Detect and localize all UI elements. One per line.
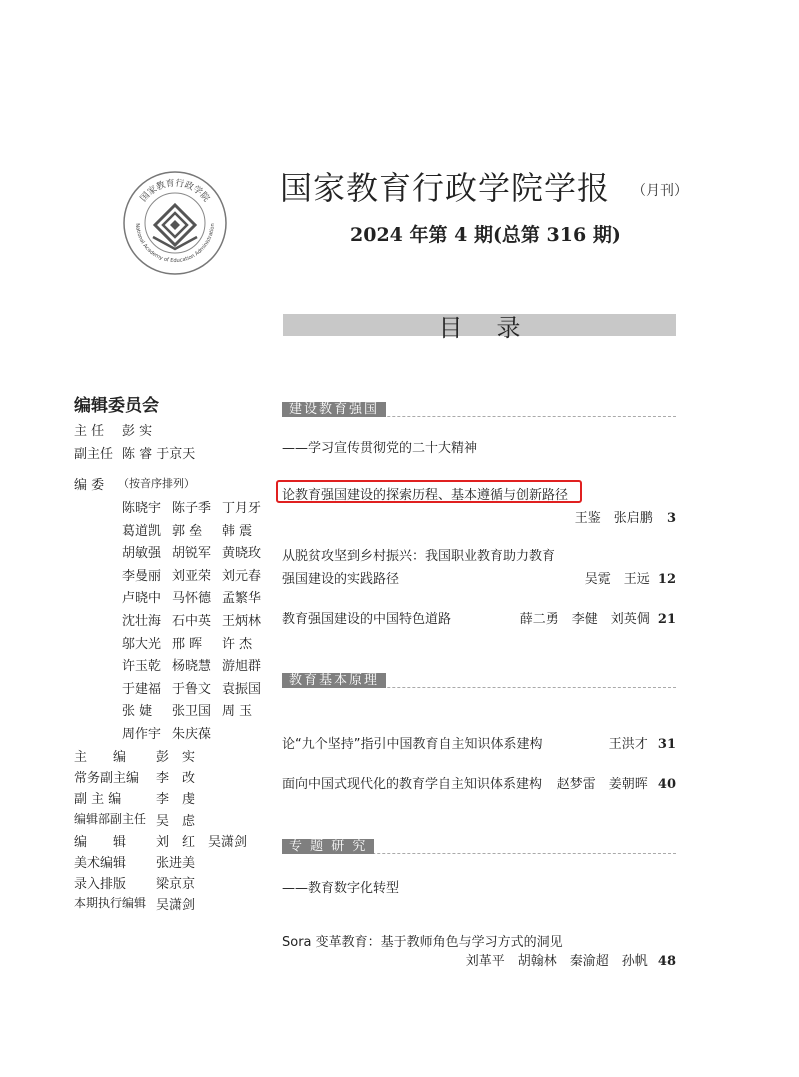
board-member: 张 婕 (122, 704, 153, 720)
board-member: 朱庆葆 (172, 727, 212, 742)
article-4-authors: 王洪才 (608, 737, 648, 752)
board-title: 编辑委员会 (74, 396, 159, 416)
board-member: 胡敏强 (122, 546, 162, 562)
article-2-title-line1[interactable]: 从脱贫攻坚到乡村振兴：我国职业教育助力教育 (282, 549, 556, 564)
board-member: 黄晓玫 (222, 546, 262, 562)
staff-role: 本期执行编辑 (74, 896, 147, 911)
staff-role: 副 主 编 (74, 792, 122, 808)
staff-name: 吴 虑 (156, 813, 196, 829)
board-member: 韩 震 (222, 523, 253, 539)
board-member: 马怀德 (172, 591, 212, 607)
section-2-name: 教育基本原理 (282, 673, 386, 688)
article-6-page: 48 (657, 954, 676, 969)
board-vice-director-row (74, 443, 196, 462)
staff-row (74, 746, 196, 765)
board-member: 王炳林 (222, 614, 262, 629)
board-member: 刘元春 (222, 568, 262, 584)
staff-name: 吴潇剑 (156, 898, 196, 914)
board-member: 葛道凯 (122, 523, 162, 539)
logo-text-en: National Academy of Education Administration (133, 223, 217, 265)
logo-text-cn: 国家教育行政学院 (138, 178, 212, 205)
article-3-authors: 薛二勇 李健 刘英倜 (519, 612, 650, 627)
board-members-note: （按音序排列） (118, 477, 195, 490)
board-member: 卢晓中 (122, 591, 162, 607)
article-5-page: 40 (657, 777, 676, 792)
board-members-label: 编 委 (74, 478, 105, 493)
article-6-authors: 刘革平 胡翰林 秦渝超 孙帆 (465, 954, 648, 969)
section-3-name: 专 题 研 究 (282, 839, 374, 854)
article-2-byline (585, 568, 676, 587)
board-member: 郭 垒 (172, 523, 203, 539)
article-5-byline (557, 773, 676, 792)
board-member: 刘亚荣 (172, 568, 212, 584)
board-member: 孟繁华 (222, 591, 262, 607)
staff-row (74, 894, 196, 914)
section-heading-1 (282, 402, 386, 417)
board-member: 游旭群 (222, 659, 262, 675)
article-1-byline (575, 507, 676, 526)
board-member: 陈晓宇 (122, 501, 162, 516)
board-member: 陈子季 (172, 501, 212, 516)
academy-logo-icon (122, 170, 228, 276)
board-member: 石中英 (172, 614, 212, 629)
board-member: 丁月牙 (222, 501, 262, 516)
board-member: 李曼丽 (122, 568, 162, 584)
staff-name: 刘 红 吴潇剑 (156, 834, 248, 850)
staff-role: 编 辑 (74, 834, 127, 850)
board-member: 许 杰 (222, 636, 253, 652)
article-2-authors: 吴霓 王远 (584, 572, 650, 587)
staff-row (74, 767, 196, 787)
article-1-authors: 王鉴 张启鹏 (574, 511, 653, 526)
staff-row (74, 788, 196, 808)
article-3-page: 21 (657, 612, 676, 627)
board-member: 周 玉 (222, 704, 253, 720)
board-member: 张卫国 (172, 704, 212, 720)
board-member: 沈壮海 (122, 614, 162, 629)
section-1-name: 建设教育强国 (282, 402, 386, 417)
board-members-row (74, 474, 195, 493)
section-heading-2 (282, 673, 386, 688)
article-3-byline (520, 608, 676, 627)
board-member: 于建福 (122, 681, 162, 697)
journal-title: 国家教育行政学院学报 (280, 169, 611, 207)
toc-title: 目录 (438, 314, 555, 342)
section-heading-3 (282, 839, 374, 854)
board-director-label: 主 任 (74, 424, 105, 439)
staff-row (74, 873, 196, 893)
board-member: 杨晓慧 (172, 659, 212, 675)
staff-role: 美术编辑 (74, 856, 127, 871)
article-2-page: 12 (657, 572, 676, 587)
board-member: 许玉乾 (122, 659, 162, 675)
article-4-byline (609, 733, 676, 752)
section-3-subtitle: ——教育数字化转型 (282, 881, 400, 896)
board-member: 周作宇 (122, 727, 162, 742)
article-6-title[interactable]: Sora 变革教育：基于教师角色与学习方式的洞见 (282, 935, 563, 950)
staff-role: 主 编 (74, 750, 127, 765)
section-1-subtitle: ——学习宣传贯彻党的二十大精神 (282, 441, 478, 456)
staff-role: 录入排版 (74, 877, 127, 893)
board-member: 于鲁文 (172, 681, 212, 697)
staff-name: 李 改 (156, 771, 196, 787)
board-vice-director-label: 副主任 (74, 447, 114, 462)
staff-name: 彭 实 (156, 750, 196, 765)
board-member: 袁振国 (222, 681, 262, 697)
article-5-authors: 赵梦雷 姜朝晖 (556, 777, 648, 792)
board-member: 邬大光 (122, 636, 162, 652)
staff-name: 张进美 (156, 856, 196, 871)
article-1-title[interactable]: 论教育强国建设的探索历程、基本遵循与创新路径 (282, 488, 569, 503)
article-3-title[interactable]: 教育强国建设的中国特色道路 (282, 612, 452, 627)
article-4-title[interactable]: 论“九个坚持”指引中国教育自主知识体系建构 (282, 737, 543, 752)
board-member: 邢 晖 (172, 636, 203, 652)
staff-row (74, 831, 248, 850)
issue-number: 2024 年第 4 期(总第 316 期) (350, 224, 621, 246)
staff-role: 编辑部副主任 (74, 811, 147, 826)
board-vice-directors: 陈 睿 于京天 (122, 447, 196, 462)
article-1-page: 3 (666, 511, 676, 526)
board-director-row (74, 420, 153, 439)
staff-row (74, 852, 196, 871)
staff-name: 李 虔 (156, 792, 196, 808)
board-director: 彭 实 (122, 424, 153, 439)
staff-name: 梁京京 (156, 877, 196, 893)
staff-role: 常务副主编 (74, 771, 140, 787)
article-2-title-line2[interactable]: 强国建设的实践路径 (282, 572, 400, 587)
article-5-title[interactable]: 面向中国式现代化的教育学自主知识体系建构 (282, 777, 543, 792)
article-6-byline (466, 950, 676, 969)
article-4-page: 31 (657, 737, 676, 752)
staff-row (74, 810, 196, 829)
board-member: 胡锐军 (172, 546, 212, 562)
journal-frequency: （月刊） (632, 183, 688, 199)
svg-text:国家教育行政学院 (138, 177, 212, 204)
